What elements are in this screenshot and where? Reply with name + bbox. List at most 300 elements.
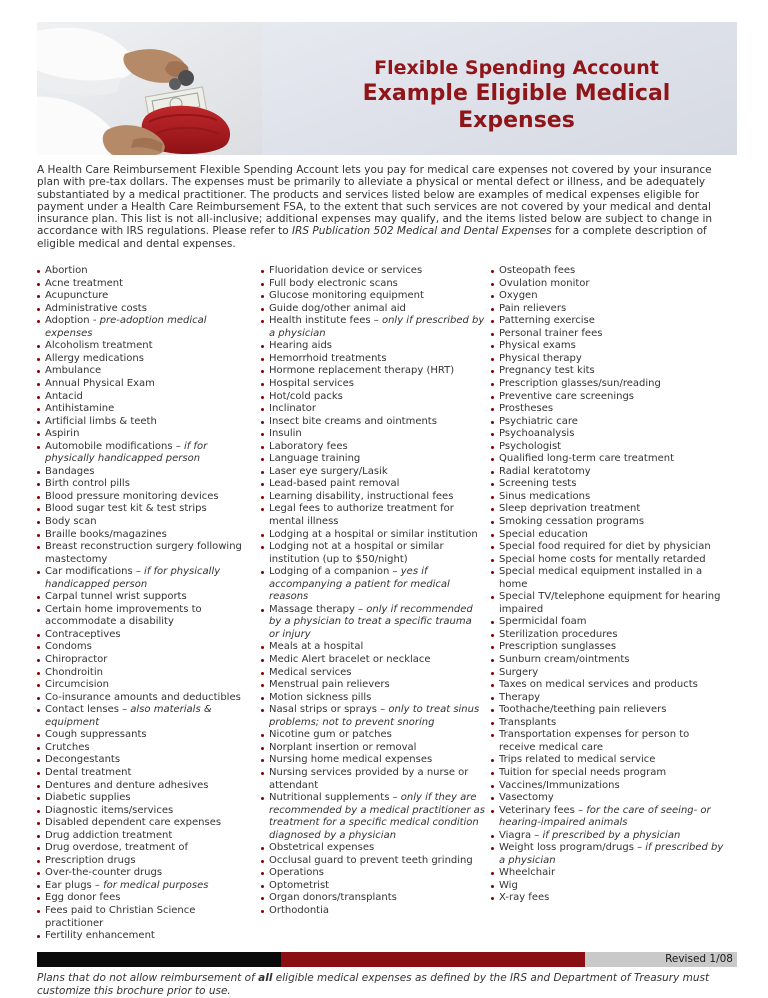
text-segment: Diagnostic items/services <box>45 804 174 816</box>
text-segment: Nicotine gum or patches <box>269 729 392 741</box>
text-segment: Birth control pills <box>45 478 130 490</box>
text-segment: Nursing services provided by a nurse or attendant <box>269 766 469 791</box>
bullet-icon <box>261 885 264 888</box>
expense-label <box>499 616 732 629</box>
expense-list-item <box>37 679 261 692</box>
bullet-icon <box>491 709 494 712</box>
bullet-icon <box>491 546 494 549</box>
expense-list-item <box>261 905 491 918</box>
bullet-icon <box>37 734 40 737</box>
text-segment: Hospital services <box>269 378 355 389</box>
bullet-icon <box>261 421 264 424</box>
bullet-icon <box>261 646 264 649</box>
text-segment: Acne treatment <box>45 277 123 289</box>
bullet-icon <box>261 534 264 537</box>
expense-label <box>45 930 261 943</box>
expense-label <box>269 478 491 491</box>
expense-label <box>269 403 491 416</box>
expense-label <box>45 466 261 479</box>
expense-label <box>45 830 261 843</box>
expense-list-item <box>261 340 491 353</box>
bullet-icon <box>491 383 494 386</box>
bullet-icon <box>37 483 40 486</box>
bullet-icon <box>491 797 494 800</box>
expense-label <box>45 892 261 905</box>
bullet-icon <box>37 571 40 574</box>
expense-list-item <box>261 416 491 429</box>
expense-label <box>45 817 261 830</box>
bullet-icon <box>261 872 264 875</box>
text-segment: Aspirin <box>45 428 80 440</box>
text-segment: Sinus medications <box>499 490 591 502</box>
text-segment: Inclinator <box>269 403 316 415</box>
footer-bar-red-segment <box>281 952 585 967</box>
bullet-icon <box>491 396 494 399</box>
expense-list-item <box>491 466 732 479</box>
text-segment: Condoms <box>45 641 92 653</box>
expense-list-item <box>37 516 261 529</box>
expense-label <box>269 729 491 742</box>
expense-label <box>45 792 261 805</box>
expense-list-item <box>261 880 491 893</box>
emphasized-text: only if prescribed by a physician <box>269 315 485 339</box>
text-segment: Meals at a hospital <box>269 641 364 653</box>
expense-label <box>499 378 732 391</box>
bullet-icon <box>491 320 494 323</box>
bullet-icon <box>37 609 40 612</box>
bullet-icon <box>491 621 494 624</box>
emphasized-text: for medical purposes <box>103 879 209 891</box>
expense-list-item <box>491 566 732 591</box>
expense-label <box>269 303 491 316</box>
text-segment: Fertility enhancement <box>45 930 155 942</box>
text-segment: Psychoanalysis <box>499 428 575 440</box>
expense-label <box>45 880 261 893</box>
text-segment: Alcoholism treatment <box>45 340 153 352</box>
bullet-icon <box>261 847 264 850</box>
expense-list-item <box>37 529 261 542</box>
expense-label <box>499 754 732 767</box>
expense-list-item <box>261 453 491 466</box>
expense-label <box>45 315 261 340</box>
expense-list-item <box>37 629 261 642</box>
intro-paragraph <box>37 164 737 250</box>
expense-label <box>269 353 491 366</box>
text-segment: Dentures and denture adhesives <box>45 779 209 791</box>
expense-list-item <box>261 855 491 868</box>
emphasized-text: if for physically handicapped person <box>45 566 221 590</box>
bullet-icon <box>491 571 494 574</box>
expense-label <box>269 441 491 454</box>
expense-list-item <box>261 478 491 491</box>
bullet-icon <box>37 345 40 348</box>
expense-list-item <box>491 729 732 754</box>
text-segment: Egg donor fees <box>45 892 121 904</box>
emphasized-text: if prescribed by a physician <box>542 829 681 841</box>
expense-label <box>45 667 261 680</box>
footer-bar-gray-segment <box>585 952 737 967</box>
expense-list-item <box>261 403 491 416</box>
expense-label <box>499 416 732 429</box>
expense-label <box>269 278 491 291</box>
text-segment: Abortion <box>45 265 88 277</box>
bullet-icon <box>37 596 40 599</box>
expense-label <box>269 453 491 466</box>
text-segment: Weight loss program/drugs – <box>499 842 646 854</box>
expense-label <box>499 529 732 542</box>
bullet-icon <box>37 759 40 762</box>
expense-label <box>45 767 261 780</box>
text-segment: Oxygen <box>499 290 538 302</box>
bullet-icon <box>261 383 264 386</box>
expense-list-item <box>491 428 732 441</box>
text-segment: Cough suppressants <box>45 729 147 741</box>
bullet-icon <box>491 672 494 675</box>
text-segment: Trips related to medical service <box>499 754 656 766</box>
text-segment: Massage therapy – <box>269 603 367 615</box>
expense-list-item <box>261 754 491 767</box>
text-segment: Lodging not at a hospital or similar institution (up to $50/night) <box>269 541 444 565</box>
bullet-icon <box>261 571 264 574</box>
bullet-icon <box>491 810 494 813</box>
bullet-icon <box>261 370 264 373</box>
expense-list-item <box>37 805 261 818</box>
text-segment: Nasal strips or sprays – <box>269 704 389 716</box>
expense-label <box>269 428 491 441</box>
expense-label <box>45 478 261 491</box>
expense-label <box>45 704 261 729</box>
text-segment: Fees paid to Christian Science practitioner <box>45 904 196 929</box>
text-segment: Taxes on medical services and products <box>499 679 698 691</box>
bullet-icon <box>37 709 40 712</box>
expense-label <box>269 792 491 842</box>
bullet-icon <box>261 772 264 775</box>
expense-list-item <box>491 767 732 780</box>
expense-list-item <box>261 692 491 705</box>
bullet-icon <box>261 295 264 298</box>
coin-purse-illustration <box>37 22 262 155</box>
bullet-icon <box>491 433 494 436</box>
expense-list-item <box>37 641 261 654</box>
expense-list-item <box>491 516 732 529</box>
expense-list-item <box>261 541 491 566</box>
expense-list-item <box>37 303 261 316</box>
expense-list-item <box>261 792 491 842</box>
emphasized-text: all <box>258 971 273 984</box>
expense-label <box>499 641 732 654</box>
expense-label <box>499 729 732 754</box>
expense-label <box>499 805 732 830</box>
bullet-icon <box>37 396 40 399</box>
expense-label <box>269 754 491 767</box>
expense-list-item <box>491 641 732 654</box>
expense-list-item <box>37 892 261 905</box>
expense-label <box>45 403 261 416</box>
expense-list-item <box>491 453 732 466</box>
expense-list-item <box>261 265 491 278</box>
text-segment: Hot/cold packs <box>269 390 343 402</box>
text-segment: Chiropractor <box>45 654 108 666</box>
expense-label <box>499 892 732 905</box>
expense-list-item <box>491 880 732 893</box>
expense-label <box>45 441 261 466</box>
bullet-icon <box>261 697 264 700</box>
bullet-icon <box>37 270 40 273</box>
expense-list-item <box>491 792 732 805</box>
bullet-icon <box>37 646 40 649</box>
bullet-icon <box>491 734 494 737</box>
bullet-icon <box>37 797 40 800</box>
revised-label: Revised 1/08 <box>665 953 733 966</box>
expense-label <box>499 503 732 516</box>
text-segment: Wheelchair <box>499 867 556 879</box>
bullet-icon <box>491 847 494 850</box>
expense-label <box>45 692 261 705</box>
text-segment: Blood pressure monitoring devices <box>45 490 219 502</box>
expense-list-item <box>37 604 261 629</box>
bullet-icon <box>491 333 494 336</box>
expense-list-item <box>37 365 261 378</box>
expense-label <box>499 780 732 793</box>
text-segment: Motion sickness pills <box>269 691 372 703</box>
bullet-icon <box>37 910 40 913</box>
expense-list-item <box>491 679 732 692</box>
text-segment: Ambulance <box>45 365 102 377</box>
expense-list-item <box>37 315 261 340</box>
text-segment: Circumcision <box>45 679 109 691</box>
text-segment: Body scan <box>45 516 97 528</box>
expense-list-item <box>37 842 261 855</box>
expense-list-item <box>491 541 732 554</box>
text-segment: Language training <box>269 453 361 465</box>
bullet-icon <box>261 759 264 762</box>
bullet-icon <box>261 709 264 712</box>
text-segment: Radial keratotomy <box>499 465 591 477</box>
header-photo <box>37 22 262 155</box>
bullet-icon <box>37 471 40 474</box>
bullet-icon <box>261 910 264 913</box>
expense-list-item <box>261 767 491 792</box>
bullet-icon <box>37 847 40 850</box>
expense-list-item <box>491 378 732 391</box>
text-segment: Blood sugar test kit & test strips <box>45 503 207 515</box>
bullet-icon <box>261 659 264 662</box>
expense-list-item <box>261 428 491 441</box>
expense-list-item <box>261 892 491 905</box>
text-segment: Antihistamine <box>45 403 115 415</box>
expense-label <box>499 453 732 466</box>
footer-bar-black-segment <box>37 952 281 967</box>
text-segment: Prescription sunglasses <box>499 641 617 653</box>
text-segment: Preventive care screenings <box>499 390 635 402</box>
expense-list-item <box>491 591 732 616</box>
expense-list-item <box>37 416 261 429</box>
bullet-icon <box>37 672 40 675</box>
bullet-icon <box>261 546 264 549</box>
expense-list-item <box>37 541 261 566</box>
bullet-icon <box>261 433 264 436</box>
expense-label <box>269 654 491 667</box>
text-segment: Menstrual pain relievers <box>269 679 390 691</box>
text-segment: Sterilization procedures <box>499 628 618 640</box>
expense-label <box>499 290 732 303</box>
expense-list-item <box>491 830 732 843</box>
text-segment: Tuition for special needs program <box>499 766 667 778</box>
expense-label <box>269 315 491 340</box>
emphasized-text: pre-adoption medical expenses <box>45 315 207 339</box>
bullet-icon <box>261 797 264 800</box>
expense-label <box>45 290 261 303</box>
bullet-icon <box>37 684 40 687</box>
bullet-icon <box>491 408 494 411</box>
bullet-icon <box>491 684 494 687</box>
bullet-icon <box>491 270 494 273</box>
expense-label <box>269 391 491 404</box>
text-segment: Special TV/telephone equipment for hearing impaired <box>499 591 721 615</box>
expense-list-item <box>261 654 491 667</box>
bullet-icon <box>491 534 494 537</box>
emphasized-text: eligible medical expenses as defined by the IRS and Department of Treasury must customize this brochure prior to use. <box>37 971 710 997</box>
expense-list-item <box>261 867 491 880</box>
text-segment: X-ray fees <box>499 892 550 904</box>
expense-list-item <box>261 667 491 680</box>
text-segment: Spermicidal foam <box>499 616 587 628</box>
expense-list-item <box>491 554 732 567</box>
expense-label <box>45 529 261 542</box>
text-segment: Dental treatment <box>45 766 132 778</box>
text-segment: Learning disability, instructional fees <box>269 490 454 502</box>
text-segment: Prescription glasses/sun/reading <box>499 378 661 389</box>
expense-list-item <box>491 416 732 429</box>
expense-label <box>45 867 261 880</box>
expense-label <box>499 403 732 416</box>
expense-label <box>269 767 491 792</box>
text-segment: Diabetic supplies <box>45 792 131 804</box>
expense-label <box>45 679 261 692</box>
bullet-icon <box>491 646 494 649</box>
bullet-icon <box>37 810 40 813</box>
expense-label <box>45 428 261 441</box>
expense-label <box>269 265 491 278</box>
expense-label <box>499 466 732 479</box>
expense-list-item <box>37 278 261 291</box>
expense-label <box>45 729 261 742</box>
bullet-icon <box>491 308 494 311</box>
expense-list-item <box>491 667 732 680</box>
expense-list-item <box>491 290 732 303</box>
text-segment: Surgery <box>499 666 539 678</box>
text-segment: Braille books/magazines <box>45 528 167 540</box>
expense-list-item <box>37 905 261 930</box>
bullet-icon <box>37 785 40 788</box>
bullet-icon <box>491 446 494 449</box>
expense-label <box>269 679 491 692</box>
expense-list-item <box>37 930 261 943</box>
bullet-icon <box>491 559 494 562</box>
expense-list-item <box>261 704 491 729</box>
expense-label <box>269 905 491 918</box>
text-segment: Orthodontia <box>269 904 329 916</box>
expense-label <box>269 742 491 755</box>
title-block <box>262 22 737 155</box>
emphasized-text: also materials & equipment <box>45 704 212 728</box>
expense-label <box>269 704 491 729</box>
bullet-icon <box>37 446 40 449</box>
expense-list-item <box>37 830 261 843</box>
expense-label <box>499 654 732 667</box>
text-segment: Vaccines/Immunizations <box>499 779 620 791</box>
bullet-icon <box>491 835 494 838</box>
text-segment: Disabled dependent care expenses <box>45 817 222 829</box>
text-segment: A Health Care Reimbursement Flexible Spending Account lets you pay for medical care expenses not covered by your insurance plan with pre-tax dollars. The expenses must be primarily to alleviate a physical or mental defect or illness, and be adequately substantiated by a medical practitioner. The products and services listed below are examples of medical expenses eligible for payment under a Health Care Reimbursement FSA, to the extent that such services are not covered by your medical and dental insurance plan. This list is not all-inclusive; additional expenses may qualify, and the items listed below are subject to change in accordance with IRS regulations. Please refer to <box>37 164 713 238</box>
expense-list-item <box>491 353 732 366</box>
expense-list-item <box>37 667 261 680</box>
document-title-line2: Example Eligible Medical <box>362 80 671 106</box>
text-segment: Transportation expenses for person to receive medical care <box>499 729 690 753</box>
expense-column-2 <box>261 265 491 917</box>
expense-label <box>269 892 491 905</box>
bullet-icon <box>37 747 40 750</box>
bullet-icon <box>261 458 264 461</box>
expense-label <box>45 541 261 566</box>
expense-list-item <box>491 328 732 341</box>
expense-label <box>499 541 732 554</box>
expense-label <box>45 340 261 353</box>
expense-label <box>499 591 732 616</box>
text-segment: for a complete description of eligible medical and dental expenses. <box>37 225 707 250</box>
text-segment: Annual Physical Exam <box>45 378 155 389</box>
expense-label <box>45 365 261 378</box>
text-segment: Insulin <box>269 428 302 440</box>
expense-label <box>45 265 261 278</box>
expense-label <box>45 391 261 404</box>
expense-list-item <box>261 303 491 316</box>
text-segment: Medical services <box>269 666 352 678</box>
expense-list-item <box>37 704 261 729</box>
text-segment: Allergy medications <box>45 352 144 364</box>
text-segment: Special food required for diet by physician <box>499 541 711 553</box>
expense-label <box>499 566 732 591</box>
expense-list-item <box>37 466 261 479</box>
text-segment: Psychiatric care <box>499 415 578 427</box>
expense-label <box>499 428 732 441</box>
bullet-icon <box>261 672 264 675</box>
bullet-icon <box>261 446 264 449</box>
text-segment: Acupuncture <box>45 290 109 302</box>
bullet-icon <box>261 496 264 499</box>
expense-label <box>499 830 732 843</box>
bullet-icon <box>491 659 494 662</box>
expense-label <box>499 679 732 692</box>
expense-list-item <box>491 365 732 378</box>
expense-list-item <box>261 604 491 642</box>
bullet-icon <box>491 458 494 461</box>
bullet-icon <box>37 295 40 298</box>
expense-list-item <box>491 503 732 516</box>
expense-list-item <box>37 391 261 404</box>
text-segment: Legal fees to authorize treatment for mental illness <box>269 503 454 528</box>
emphasized-text: only if they are recommended by a medical practitioner as treatment for a specific medical condition diagnosed by a physician <box>269 792 485 841</box>
expense-label <box>499 842 732 867</box>
bullet-icon <box>37 872 40 875</box>
bullet-icon <box>491 759 494 762</box>
expense-label <box>45 641 261 654</box>
text-segment: Prostheses <box>499 403 554 415</box>
text-segment: Antacid <box>45 390 83 402</box>
expense-label <box>269 290 491 303</box>
expense-list-item <box>37 290 261 303</box>
bullet-icon <box>491 358 494 361</box>
